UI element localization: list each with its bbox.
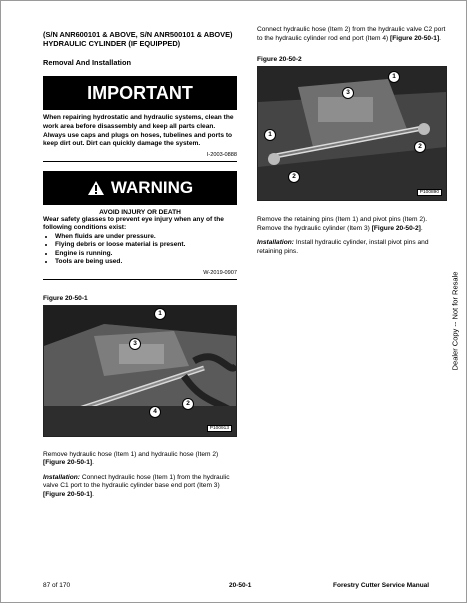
photo-id: P100890 xyxy=(417,189,442,196)
dealer-copy-watermark: Dealer Copy -- Not for Resale xyxy=(450,271,460,371)
section-subtitle: Removal And Installation xyxy=(43,58,132,68)
remove-hoses-paragraph: Remove hydraulic hose (Item 1) and hydraulic hose (Item 2) [Figure 20-50-1]. xyxy=(43,450,219,467)
remove-pins-paragraph: Remove the retaining pins (Item 1) and pivot pins (Item 2). Remove the hydraulic cylinder (Item 3) [Figure 20-50-2]. xyxy=(257,216,428,232)
callout-2: 2 xyxy=(288,171,300,183)
callout-2: 2 xyxy=(414,141,426,153)
important-text: When repairing hydrostatic and hydraulic systems, clean the work area before disassembly and keep all parts clean. Always use caps and plugs on hoses, tubelines and ports to keep dirt out. Dirt can quickly damage the system. xyxy=(43,114,234,148)
callout-2: 2 xyxy=(182,398,194,410)
install-cylinder-paragraph: Installation: Install hydraulic cylinder, install pivot pins and retaining pins. xyxy=(257,239,429,255)
callout-1: 1 xyxy=(388,71,400,83)
warning-bullet: • Flying debris or loose material is present. xyxy=(55,241,237,249)
warning-banner xyxy=(43,171,237,205)
right-column xyxy=(257,26,447,257)
warning-list xyxy=(43,233,237,267)
warning-bullet: • Tools are being used. xyxy=(55,258,237,266)
warning-bullet: • When fluids are under pressure. xyxy=(55,233,237,241)
cylinder-pins-illustration xyxy=(258,67,446,200)
footer-page-count: 87 of 170 xyxy=(43,582,71,589)
footer-manual-title: Forestry Cutter Service Manual xyxy=(333,582,430,589)
connect-hose-paragraph: Connect hydraulic hose (Item 2) from the hydraulic valve C2 port to the hydraulic cylinder rod end port (Item 4) [Figure 20-50-1]. xyxy=(257,26,446,42)
figure-label: Figure 20-50-1 xyxy=(43,294,88,302)
left-column xyxy=(43,30,237,500)
callout-1: 1 xyxy=(154,308,166,320)
cylinder-photo-illustration xyxy=(44,306,236,436)
warning-triangle-icon xyxy=(87,180,105,196)
important-banner: IMPORTANT xyxy=(43,76,237,110)
callout-4: 4 xyxy=(149,406,161,418)
figure-label: Figure 20-50-2 xyxy=(257,56,302,64)
important-code: I-2003-0888 xyxy=(206,151,237,158)
warning-code: W-2019-0907 xyxy=(203,269,237,276)
warning-heading: AVOID INJURY OR DEATH xyxy=(99,208,181,216)
callout-3: 3 xyxy=(129,338,141,350)
section-title: (S/N ANR600101 & ABOVE, S/N ANR500101 & ABOVE) HYDRAULIC CYLINDER (IF EQUIPPED) xyxy=(43,30,233,49)
warning-intro: Wear safety glasses to prevent eye injury when any of the following conditions exist: xyxy=(43,215,224,232)
photo-id: P100913 xyxy=(207,425,232,432)
callout-3: 3 xyxy=(342,87,354,99)
divider xyxy=(43,161,237,162)
install-hose-paragraph: Installation: Connect hydraulic hose (Item 1) from the hydraulic valve C1 port to the hydraulic cylinder base end port (Item 3) [Figure 20-50-1]. xyxy=(43,473,230,498)
warning-label: WARNING xyxy=(110,177,194,197)
figure-photo xyxy=(43,305,237,437)
warning-bullet: • Engine is running. xyxy=(55,250,237,258)
divider xyxy=(43,279,237,280)
callout-1: 1 xyxy=(264,129,276,141)
figure-photo xyxy=(257,66,447,201)
footer-section: 20-50-1 xyxy=(229,582,252,589)
